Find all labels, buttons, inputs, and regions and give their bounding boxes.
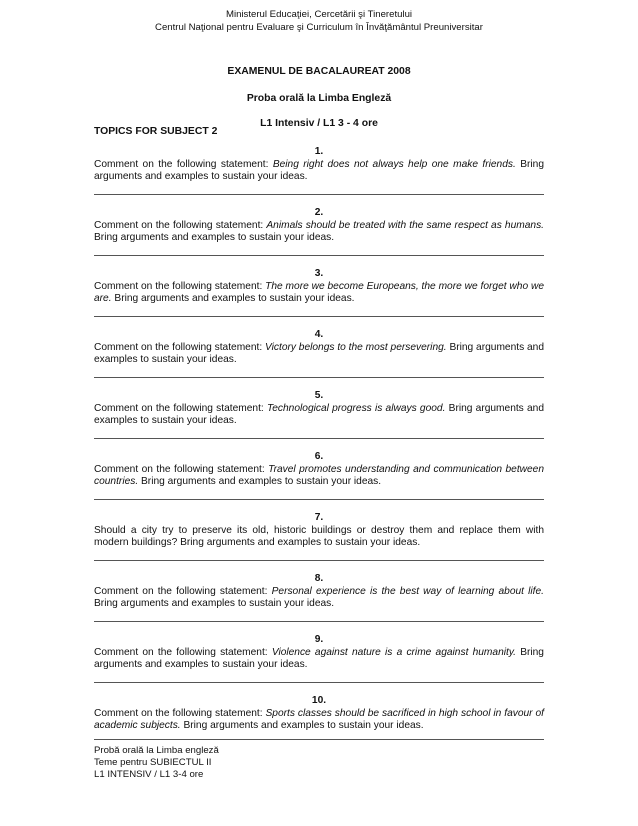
topic-text xyxy=(94,464,544,488)
topic-prefix: Comment on the following statement: xyxy=(94,403,267,414)
center-name: Centrul Naţional pentru Evaluare şi Curriculum în Învăţământul Preuniversitar xyxy=(155,22,483,33)
topic-number: 3. xyxy=(314,268,324,279)
topic-statement: The more we become Europeans, the more we forget who we are. xyxy=(94,281,544,304)
topic-item xyxy=(94,573,544,634)
topic-suffix: Bring arguments and examples to sustain your ideas. xyxy=(94,598,335,609)
topic-prefix: Comment on the following statement: xyxy=(94,342,266,353)
topic-prefix: Comment on the following statement: xyxy=(94,647,272,658)
topic-prefix: Comment on the following statement: xyxy=(94,159,273,170)
topic-number: 8. xyxy=(314,573,324,584)
topic-divider xyxy=(94,377,544,378)
topic-number: 6. xyxy=(314,451,324,462)
topic-item xyxy=(94,390,544,451)
topic-suffix: Bring arguments and examples to sustain your ideas. xyxy=(94,342,545,365)
topic-prefix: Comment on the following statement: xyxy=(94,220,267,231)
topic-text xyxy=(94,220,544,244)
topic-item xyxy=(94,146,544,207)
topic-statement: Being right does not always help one make friends. xyxy=(272,159,516,170)
topic-text xyxy=(94,281,544,305)
topic-number: 2. xyxy=(314,207,324,218)
topic-text xyxy=(94,586,544,610)
topic-suffix: Bring arguments and examples to sustain your ideas. xyxy=(138,476,382,487)
footer-line-3: L1 INTENSIV / L1 3-4 ore xyxy=(94,769,204,780)
topic-divider xyxy=(94,682,544,683)
topic-text xyxy=(94,403,544,427)
topic-number: 4. xyxy=(314,329,324,340)
topic-divider xyxy=(94,194,544,195)
page-footer xyxy=(94,745,219,781)
topic-number: 1. xyxy=(314,146,324,157)
topic-item xyxy=(94,451,544,512)
topic-divider xyxy=(94,499,544,500)
topic-suffix: Bring arguments and examples to sustain your ideas. xyxy=(111,293,355,304)
topic-statement: Animals should be treated with the same respect as humans. xyxy=(266,220,544,231)
topic-statement: Victory belongs to the most persevering. xyxy=(265,342,447,353)
topic-divider xyxy=(94,438,544,439)
topic-statement: Technological progress is always good. xyxy=(266,403,446,414)
exam-subtitle: Proba orală la Limba Engleză xyxy=(246,93,392,104)
footer-divider xyxy=(94,739,544,740)
topic-suffix: Bring arguments and examples to sustain your ideas. xyxy=(94,232,335,243)
topic-prefix: Comment on the following statement: xyxy=(94,586,272,597)
topic-prefix: Comment on the following statement: xyxy=(94,708,266,719)
topic-item xyxy=(94,329,544,390)
topic-text xyxy=(94,647,544,671)
topic-statement: Violence against nature is a crime against humanity. xyxy=(271,647,516,658)
topic-divider xyxy=(94,255,544,256)
topic-text xyxy=(94,708,544,732)
topic-suffix: Bring arguments and examples to sustain your ideas. xyxy=(180,720,424,731)
topic-text xyxy=(94,342,544,366)
section-title: TOPICS FOR SUBJECT 2 xyxy=(94,126,218,137)
topic-number: 7. xyxy=(314,512,324,523)
topic-item xyxy=(94,268,544,329)
topic-divider xyxy=(94,316,544,317)
footer-line-2: Teme pentru SUBIECTUL II xyxy=(94,757,212,768)
topic-suffix: Bring arguments and examples to sustain your ideas. xyxy=(94,403,545,426)
topic-item xyxy=(94,207,544,268)
topic-text xyxy=(94,159,544,183)
topic-item xyxy=(94,634,544,695)
topic-suffix: Bring arguments and examples to sustain your ideas. xyxy=(94,647,544,670)
topic-item xyxy=(94,512,544,573)
topic-statement: Personal experience is the best way of learning about life. xyxy=(271,586,544,597)
footer-line-1: Probă orală la Limba engleză xyxy=(94,745,219,756)
topic-statement: Sports classes should be sacrificed in high school in favour of academic subjects. xyxy=(94,708,544,731)
topic-prefix: Comment on the following statement: xyxy=(94,281,266,292)
topic-divider xyxy=(94,560,544,561)
exam-title: EXAMENUL DE BACALAUREAT 2008 xyxy=(227,66,411,77)
topic-number: 5. xyxy=(314,390,324,401)
exam-level: L1 Intensiv / L1 3 - 4 ore xyxy=(260,118,378,129)
topic-suffix: Bring arguments and examples to sustain your ideas. xyxy=(94,159,544,182)
topic-statement: Travel promotes understanding and communication between countries. xyxy=(94,464,544,487)
topic-number: 10. xyxy=(311,695,327,706)
ministry-header xyxy=(0,8,638,34)
ministry-name: Ministerul Educaţiei, Cercetării şi Tineretului xyxy=(225,9,413,20)
topic-prefix: Should a city try to preserve its old, historic buildings or destroy them and replace them with modern buildings? Bring arguments and examples to sustain your ideas. xyxy=(94,525,544,548)
topic-prefix: Comment on the following statement: xyxy=(94,464,269,475)
topic-number: 9. xyxy=(314,634,324,645)
topic-divider xyxy=(94,621,544,622)
topics-list xyxy=(94,146,544,756)
topic-text xyxy=(94,525,544,549)
